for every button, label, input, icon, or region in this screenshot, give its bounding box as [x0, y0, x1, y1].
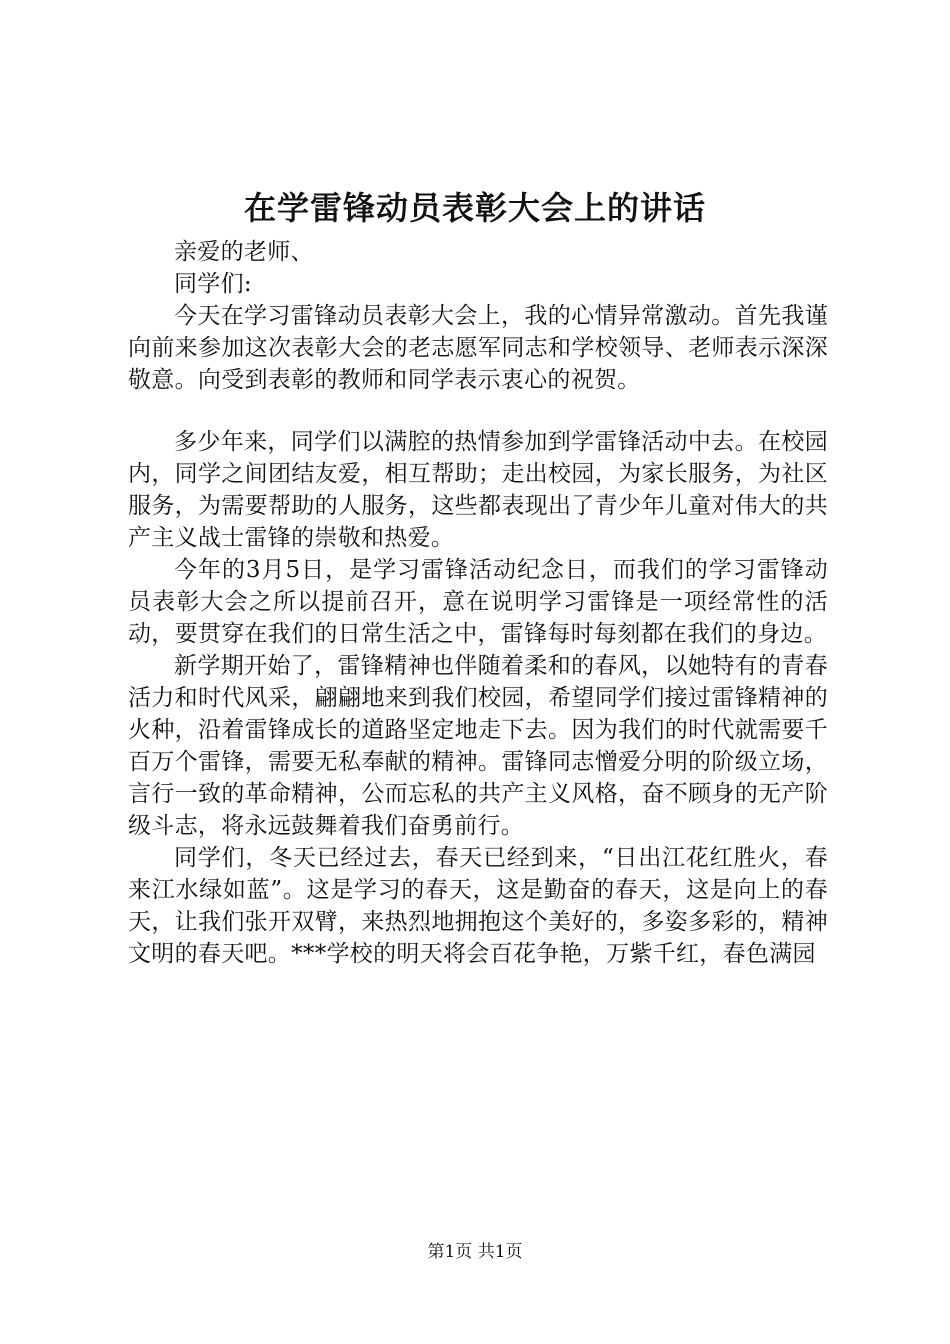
paragraph-2: 多少年来，同学们以满腔的热情参加到学雷锋活动中去。在校园内，同学之间团结友爱，相互帮助；走出校园，为家长服务，为社区服务，为需要帮助的人服务，这些都表现出了青少年儿童对伟大的共产主义战士雷锋的崇敬和热爱。: [128, 429, 828, 551]
paragraph-3: 今年的3月5日，是学习雷锋活动纪念日，而我们的学习雷锋动员表彰大会之所以提前召开，意在说明学习雷锋是一项经常性的活动，要贯穿在我们的日常生活之中，雷锋每时每刻都在我们的身边。: [128, 557, 828, 647]
salutation-line-1: 亲爱的老师、: [174, 239, 314, 265]
paragraph-gap: [128, 396, 828, 426]
paragraph-5: 同学们，冬天已经过去，春天已经到来，“日出江花红胜火，春来江水绿如蓝”。这是学习的春天，这是勤奋的春天，这是向上的春天，让我们张开双臂，来热烈地拥抱这个美好的，多姿多彩的，精神文明的春天吧。***学校的明天将会百花争艳，万紫千红，春色满园: [128, 845, 828, 967]
paragraph-1: 今天在学习雷锋动员表彰大会上，我的心情异常激动。首先我谨向前来参加这次表彰大会的老志愿军同志和学校领导、老师表示深深敬意。向受到表彰的教师和同学表示衷心的祝贺。: [128, 303, 828, 393]
document-body: [128, 236, 828, 970]
document-title: 在学雷锋动员表彰大会上的讲话: [243, 189, 706, 227]
salutation-line-2: 同学们:: [174, 271, 252, 297]
paragraph-4: 新学期开始了，雷锋精神也伴随着柔和的春风，以她特有的青春活力和时代风采，翩翩地来到我们校园，希望同学们接过雷锋精神的火种，沿着雷锋成长的道路坚定地走下去。因为我们的时代就需要千百万个雷锋，需要无私奉献的精神。雷锋同志憎爱分明的阶级立场，言行一致的革命精神，公而忘私的共产主义风格，奋不顾身的无产阶级斗志，将永远鼓舞着我们奋勇前行。: [128, 653, 828, 839]
page-footer: 第1页 共1页: [427, 1242, 523, 1262]
